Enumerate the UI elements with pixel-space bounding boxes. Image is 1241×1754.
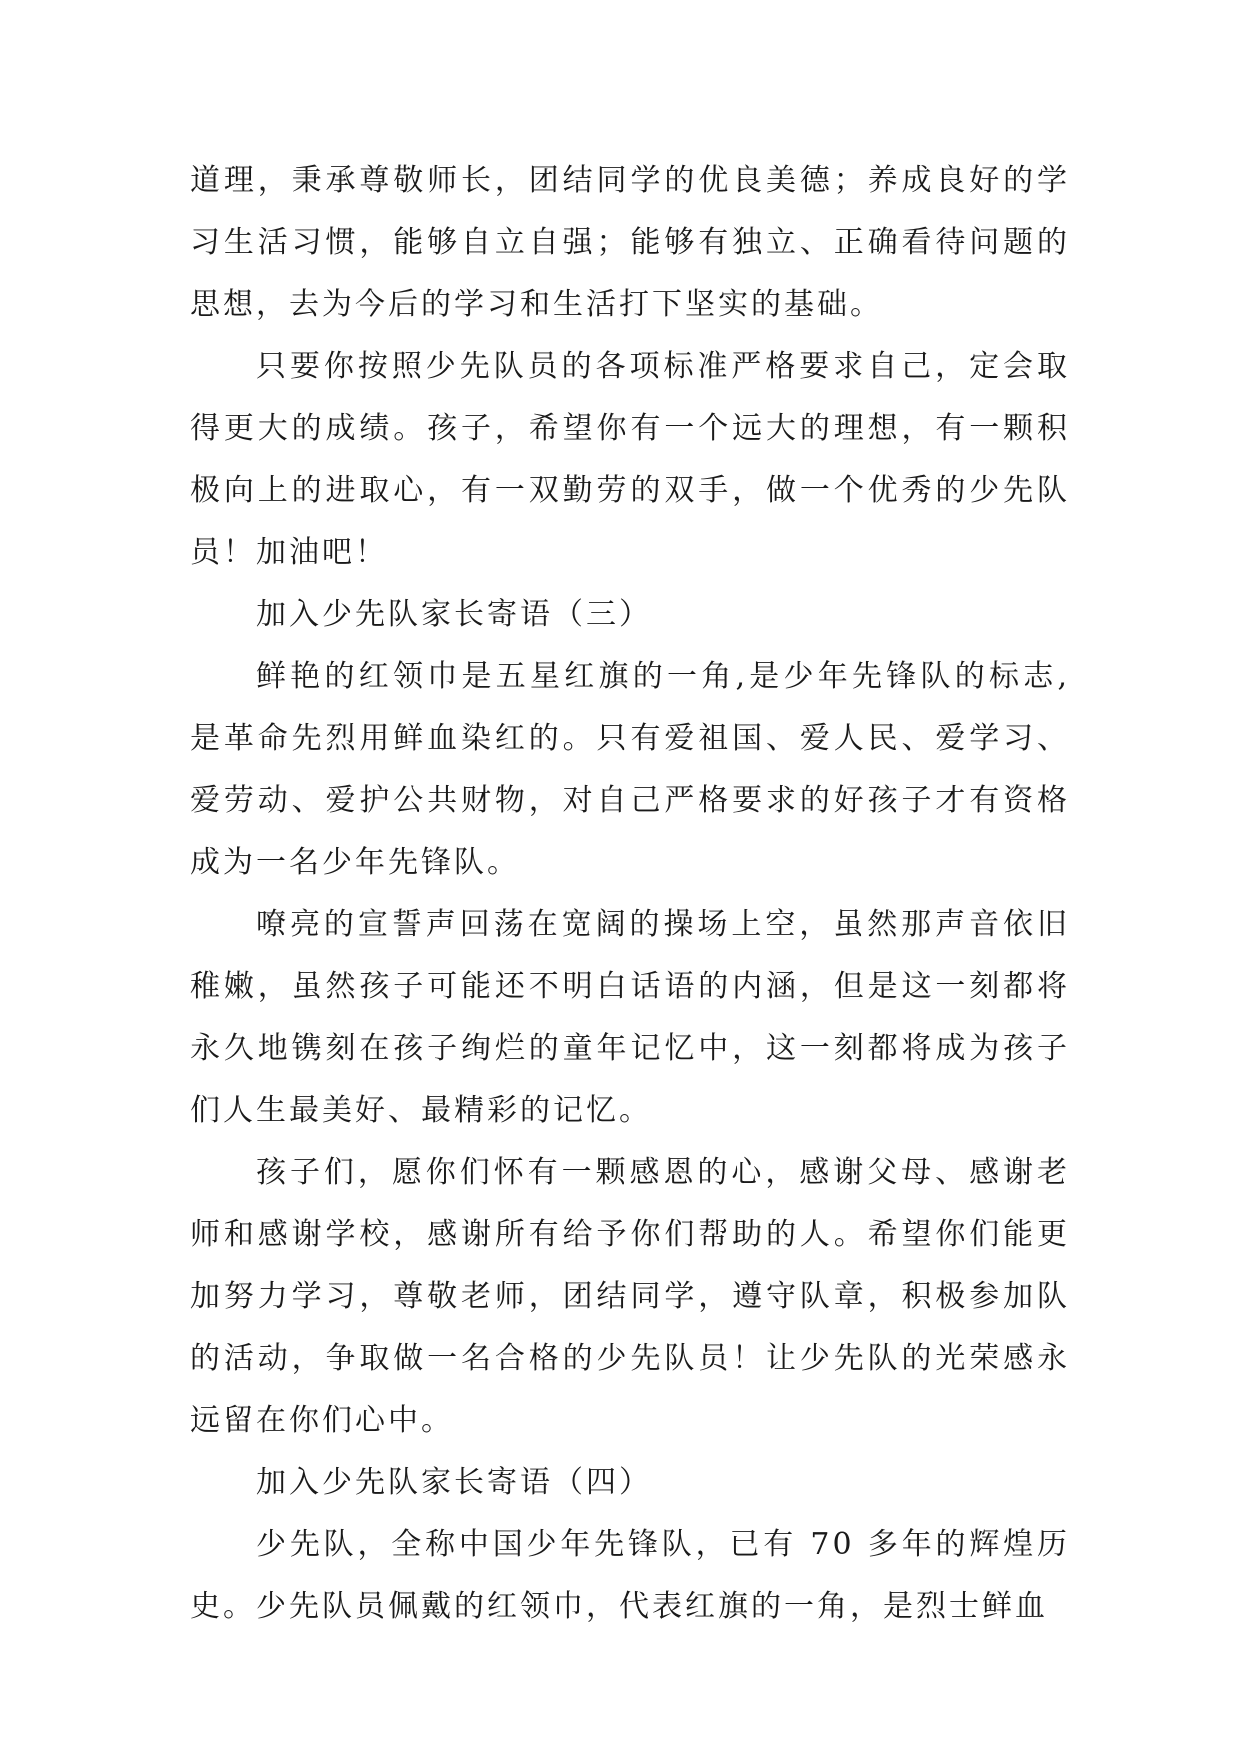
section-heading-three: 加入少先队家长寄语（三） [256, 597, 652, 632]
paragraph-encouragement: 只要你按照少先队员的各项标准严格要求自己，定会取得更大的成绩。孩子，希望你有一个远大的理想，有一颗积极向上的进取心，有一双勤劳的双手，做一个优秀的少先队员！加油吧！ [190, 349, 1070, 570]
paragraph-continued: 道理，秉承尊敬师长，团结同学的优良美德；养成良好的学习生活习惯，能够自立自强；能够有独立、正确看待问题的思想，去为今后的学习和生活打下坚实的基础。 [190, 163, 1070, 322]
document-body [190, 150, 1070, 1638]
paragraph-history: 少先队，全称中国少年先锋队，已有 70 多年的辉煌历史。少先队员佩戴的红领巾，代表红旗的一角，是烈士鲜血 [190, 1527, 1070, 1624]
paragraph-oath: 嘹亮的宣誓声回荡在宽阔的操场上空，虽然那声音依旧稚嫩，虽然孩子可能还不明白话语的内涵，但是这一刻都将永久地镌刻在孩子绚烂的童年记忆中，这一刻都将成为孩子们人生最美好、最精彩的记忆。 [190, 907, 1070, 1128]
section-heading-four: 加入少先队家长寄语（四） [256, 1465, 652, 1500]
paragraph-gratitude: 孩子们，愿你们怀有一颗感恩的心，感谢父母、感谢老师和感谢学校，感谢所有给予你们帮助的人。希望你们能更加努力学习，尊敬老师，团结同学，遵守队章，积极参加队的活动，争取做一名合格的少先队员！让少先队的光荣感永远留在你们心中。 [190, 1155, 1070, 1438]
paragraph-red-scarf: 鲜艳的红领巾是五星红旗的一角,是少年先锋队的标志,是革命先烈用鲜血染红的。只有爱祖国、爱人民、爱学习、爱劳动、爱护公共财物，对自己严格要求的好孩子才有资格成为一名少年先锋队。 [190, 659, 1070, 880]
